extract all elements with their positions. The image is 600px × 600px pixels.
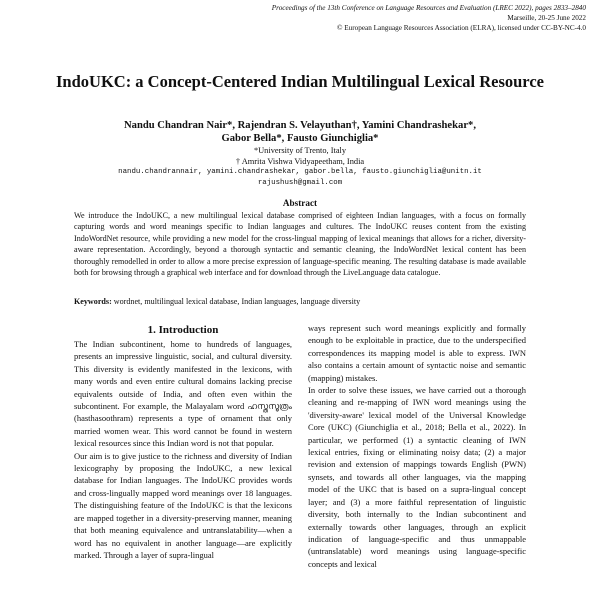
keywords [74, 297, 526, 306]
venue-line: Marseille, 20-25 June 2022 [507, 14, 586, 22]
right-paragraph-1: ways represent such word meanings explicitly and formally enough to be exploitable in practice, due to the underspecified correspondences its mapping model is able to express. IWN also contains a certain amount of syntactic noise and semantic (mapping) mistakes. [308, 323, 526, 383]
license-line: © European Language Resources Association (ELRA), licensed under CC-BY-NC-4.0 [337, 24, 586, 32]
authors-line-1: Nandu Chandran Nair*, Rajendran S. Velayuthan†, Yamini Chandrashekar*, [124, 120, 476, 131]
keywords-label: Keywords: [74, 297, 112, 306]
intro-paragraph-2: Our aim is to give justice to the richness and diversity of Indian lexicography by proposing the IndoUKC, a new lexical database for Indian languages. The IndoUKC provides words and cross-lingually mapped word meanings over 18 languages. The distinguishing feature of the IndoUKC is that the lexicons are mapped together in a diversity-preserving manner, meaning that both meaning equivalence and untranslatability—when a word has no equivalent in another language—are explicitly marked. Through a layer of supra-lingual [74, 450, 292, 560]
author-list [40, 119, 560, 145]
intro-paragraph-1: The Indian subcontinent, home to hundreds of languages, presents an impressive linguistic, social, and cultural diversity. This diversity is evidently manifested in the lexicons, with many words and even entire cultural domains lacking precise equivalents outside of India, and often even within the subcontinent. For example, the Malayalam word ഹസ്തസൂത്രം (hasthasoothram) represents a type of ornament that only married women wear. This word cannot be found in western lexical resources since this Indian word is not that popular. [74, 339, 292, 449]
affiliations [40, 145, 560, 189]
proceedings-line: Proceedings of the 13th Conference on Language Resources and Evaluation (LREC 2022), pages 2833–2840 [271, 4, 586, 12]
abstract-text: We introduce the IndoUKC, a new multilingual lexical database comprised of eighteen Indian languages, with a focus on formally capturing words and word meanings specific to Indian languages and cultures. The IndoUKC reuses content from the existing IndoWordNet resource, while providing a new model for the cross-lingual mapping of lexical meanings that allows for a richer, diversity-aware representation. Accordingly, beyond a thorough syntactic and semantic cleaning, the IndoWordNet lexical content has been thoroughly remodelled in order to allow a more precise expression of language-specific meaning. The resulting database is made available both for browsing through a graphical web interface and for download through the LiveLanguage data catalogue. [74, 211, 526, 278]
right-column [308, 322, 526, 570]
paper-title: IndoUKC: a Concept-Centered Indian Multilingual Lexical Resource [56, 72, 544, 91]
section-heading-introduction: 1. Introduction [147, 324, 219, 336]
proceedings-header [272, 3, 586, 33]
author-emails: nandu.chandrannair, yamini.chandrashekar, gabor.bella, fausto.giunchiglia@unitn.it [118, 168, 482, 176]
right-paragraph-2: In order to solve these issues, we have carried out a thorough cleaning and re-mapping of IWN word meanings using the 'diversity-aware' lexical model of the Universal Knowledge Core (UKC) (Giunchiglia et al., 2018; Bella et al., 2022). In particular, we performed (1) a syntactic cleaning of IWN lexical entries, fixing or eliminating noisy data; (2) a major revision and extension of mappings towards English (PWN) synsets, and towards all other languages, via the mapping model of the UKC that is based on a supra-lingual concept layer; and (3) a more faithful representation of linguistic diversity, both internally to the Indian subcontinent and externally towards other languages, through an explicit indication of language-specific and thus unmappable (untranslatable) word meanings using language-specific concepts and lexical [308, 385, 526, 569]
affiliation-amrita: † Amrita Vishwa Vidyapeetham, India [235, 157, 365, 166]
left-column [74, 338, 292, 561]
authors-line-2: Gabor Bella*, Fausto Giunchiglia* [221, 133, 379, 144]
abstract-heading: Abstract [282, 198, 318, 208]
keywords-text: wordnet, multilingual lexical database, Indian languages, language diversity [111, 297, 361, 306]
affiliation-trento: *University of Trento, Italy [253, 146, 347, 155]
author-email-2: rajushush@gmail.com [257, 179, 343, 187]
